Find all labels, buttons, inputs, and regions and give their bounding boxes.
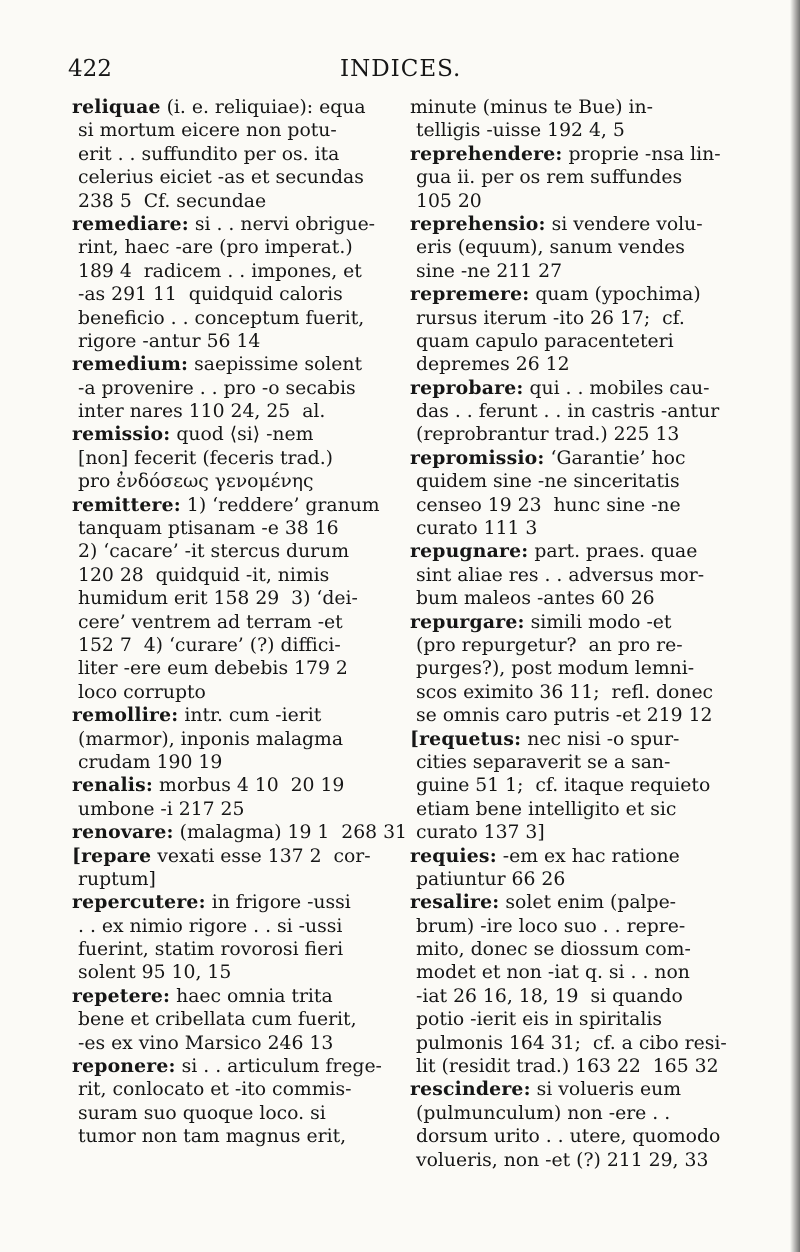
entry-text: 238 5 Cf. secundae (78, 190, 267, 212)
entry-text: potio -ierit eis in spiritalis (416, 1009, 662, 1031)
entry-text: liter -ere eum debebis 179 2 (78, 658, 348, 680)
entry-text: si mortum eicere non potu- (78, 120, 337, 142)
entry-continuation-line (72, 517, 392, 540)
entry-continuation-line (72, 915, 392, 938)
entry-first-line (72, 494, 392, 517)
entry-continuation-line (72, 236, 392, 259)
entry-text: sint aliae res . . adversus mor- (416, 564, 705, 586)
entry-text: -as 291 11 quidquid caloris (78, 284, 343, 306)
entry-text: erit . . suffundito per os. ita (78, 143, 340, 165)
entry-headword: [repare (72, 844, 152, 867)
entry-text: (marmor), inponis malagma (78, 728, 344, 750)
entry-continuation-line (410, 119, 730, 142)
entry-continuation-line (410, 868, 730, 891)
entry-continuation-line (410, 587, 730, 610)
entry-continuation-line (72, 587, 392, 610)
entry-continuation-line (72, 166, 392, 189)
entry-first-line (72, 1055, 392, 1078)
entry-continuation-line (410, 494, 730, 517)
entry-text: lit (residit trad.) 163 22 165 32 (416, 1056, 719, 1078)
entry-text: loco corrupto (78, 681, 206, 703)
page-header (68, 52, 724, 92)
entry-text: pulmonis 164 31; cf. a cibo resi- (416, 1032, 727, 1054)
entry-continuation-line (72, 751, 392, 774)
entry-continuation-line (72, 868, 392, 891)
entry-continuation-line (72, 470, 392, 493)
entry-text: brum) -ire loco suo . . repre- (416, 915, 686, 937)
entry-headword: repugnare: (410, 540, 529, 563)
entry-first-line (410, 891, 730, 914)
entry-continuation-line (72, 400, 392, 423)
entry-text: simili modo -et (524, 611, 672, 633)
entry-continuation-line (72, 447, 392, 470)
entry-continuation-line (410, 353, 730, 376)
entry-text: solet enim (palpe- (499, 892, 677, 914)
entry-text: inter nares 110 24, 25 al. (78, 401, 326, 423)
entry-headword: remollire: (72, 704, 179, 727)
entry-text: (pro repurgetur? an pro re- (416, 634, 683, 656)
entry-text: [non] fecerit (feceris trad.) (78, 447, 333, 469)
entry-text: celerius eiciet -as et secundas (78, 167, 364, 189)
index-entry (72, 423, 392, 493)
entry-continuation-line (72, 119, 392, 142)
entry-continuation-line (410, 260, 730, 283)
entry-text: quidem sine -ne sinceritatis (416, 471, 680, 493)
index-entry (72, 494, 392, 705)
entry-continuation-line (72, 1008, 392, 1031)
index-entry (410, 845, 730, 892)
entry-first-line (410, 540, 730, 563)
entry-continuation-line (72, 961, 392, 984)
entry-continuation-line (410, 751, 730, 774)
entry-headword: repremere: (410, 283, 530, 306)
entry-text: minute (minus te Bue) in- (410, 97, 653, 118)
entry-continuation-line (72, 143, 392, 166)
index-entry (410, 611, 730, 728)
entry-text: modet et non -iat q. si . . non (416, 962, 690, 984)
entry-continuation-line (72, 1125, 392, 1148)
index-entry (72, 96, 392, 213)
entry-continuation-line (410, 330, 730, 353)
entry-text: gua ii. per os rem suffundes (416, 167, 683, 189)
entry-headword: reprehendere: (410, 142, 563, 165)
entry-continuation-line (72, 190, 392, 213)
entry-text: 120 28 quidquid -it, nimis (78, 564, 330, 586)
entry-headword: remedium: (72, 353, 189, 376)
entry-text: etiam bene intelligito et sic (416, 798, 677, 820)
entry-text: vexati esse 137 2 cor- (151, 845, 371, 867)
entry-headword: resalire: (410, 891, 500, 914)
entry-continuation-line (72, 377, 392, 400)
entry-text: (malagma) 19 1 268 31 (173, 822, 407, 844)
entry-continuation-line (72, 1078, 392, 1101)
entry-text: si volueris eum (530, 1079, 682, 1101)
entry-first-line (410, 377, 730, 400)
entry-text: 105 20 (416, 190, 482, 212)
entry-continuation-line (410, 236, 730, 259)
entry-continuation-line (410, 938, 730, 961)
index-entry (410, 1078, 730, 1172)
entry-continuation-line (410, 821, 730, 844)
entry-headword: reprobare: (410, 376, 524, 399)
entry-text: solent 95 10, 15 (78, 962, 232, 984)
left-column (72, 96, 407, 1149)
entry-headword: rescindere: (410, 1078, 531, 1101)
running-head: INDICES. (340, 56, 462, 82)
entry-continuation-line (72, 1102, 392, 1125)
entry-headword: remediare: (72, 212, 189, 235)
entry-first-line (410, 213, 730, 236)
entry-text: guine 51 1; cf. itaque requieto (416, 775, 711, 797)
entry-continuation-line (410, 1125, 730, 1148)
entry-text: haec omnia trita (170, 985, 333, 1007)
entry-first-line (72, 96, 392, 119)
entry-continuation-line (410, 961, 730, 984)
entry-first-line (72, 774, 392, 797)
entry-text: intr. cum -ierit (178, 705, 322, 727)
entry-continuation-line (410, 915, 730, 938)
entry-continuation-line (410, 1055, 730, 1078)
entry-continuation-line (410, 681, 730, 704)
index-entry (72, 845, 392, 892)
entry-text: . . ex nimio rigore . . si -ussi (78, 915, 343, 937)
entry-continuation-line (72, 283, 392, 306)
entry-continuation-line (410, 657, 730, 680)
entry-text: ‘Garantie’ hoc (544, 447, 686, 469)
entry-text: scos eximito 36 11; refl. donec (416, 681, 714, 703)
entry-text: -es ex vino Marsico 246 13 (78, 1032, 334, 1054)
index-entry (410, 96, 730, 143)
entry-first-line (72, 423, 392, 446)
index-entry (72, 774, 392, 821)
entry-continuation-line (410, 400, 730, 423)
index-entry (72, 821, 407, 844)
entry-headword: [requetus: (410, 727, 522, 750)
entry-continuation-line (72, 260, 392, 283)
entry-first-line (410, 283, 730, 306)
entry-text: humidum erit 158 29 3) ‘dei- (78, 588, 358, 610)
page-number: 422 (68, 56, 112, 82)
index-entry (410, 143, 730, 213)
entry-continuation-line (72, 611, 392, 634)
entry-text: (pulmunculum) non -ere . . (416, 1102, 671, 1124)
entry-first-line (410, 845, 730, 868)
entry-continuation-line (72, 657, 392, 680)
entry-text: si vendere volu- (545, 213, 703, 235)
entry-headword: remissio: (72, 423, 171, 446)
index-entry (410, 728, 730, 845)
entry-continuation-line (410, 470, 730, 493)
entry-continuation-line (410, 1102, 730, 1125)
entry-first-line (72, 353, 392, 376)
entry-continuation-line (72, 540, 392, 563)
entry-text: (i. e. reliquiae): equa (160, 97, 366, 118)
entry-text: -iat 26 16, 18, 19 si quando (416, 985, 683, 1007)
entry-text: quam (ypochima) (529, 284, 701, 306)
entry-headword: remittere: (72, 493, 181, 516)
entry-text: censeo 19 23 hunc sine -ne (416, 494, 681, 516)
entry-first-line (410, 728, 730, 751)
entry-text: nec nisi -o spur- (521, 728, 680, 750)
entry-continuation-line (72, 307, 392, 330)
entry-first-line (72, 845, 392, 868)
entry-first-line (410, 447, 730, 470)
entry-text: patiuntur 66 26 (416, 868, 566, 890)
entry-headword: repurgare: (410, 610, 525, 633)
entry-text: -a provenire . . pro -o secabis (78, 377, 356, 399)
entry-headword: reliquae (72, 96, 161, 118)
entry-text: qui . . mobiles cau- (523, 377, 710, 399)
entry-text: fuerint, statim rovorosi fieri (78, 939, 344, 961)
entry-text: mito, donec se diossum com- (416, 939, 691, 961)
entry-headword: requies: (410, 844, 497, 867)
entry-text: dorsum urito . . utere, quomodo (416, 1126, 721, 1148)
entry-text: (reprobrantur trad.) 225 13 (416, 424, 680, 446)
entry-first-line (410, 143, 730, 166)
index-entry (72, 985, 392, 1055)
entry-text: proprie -nsa lin- (562, 143, 721, 165)
entry-continuation-line (72, 330, 392, 353)
entry-text: in frigore -ussi (205, 892, 351, 914)
entry-first-line (72, 704, 392, 727)
index-entry (410, 891, 730, 1078)
entry-continuation-line (72, 938, 392, 961)
entry-text: 2) ‘cacare’ -it stercus durum (78, 541, 350, 563)
entry-text: rit, conlocato et -ito commis- (78, 1079, 352, 1101)
entry-headword: renalis: (72, 774, 154, 797)
entry-headword: repercutere: (72, 891, 206, 914)
entry-continuation-line (410, 1149, 730, 1172)
entry-continuation-line (410, 564, 730, 587)
entry-continuation-line (72, 564, 392, 587)
entry-continuation-line (410, 634, 730, 657)
entry-first-line (410, 611, 730, 634)
entry-continuation-line (410, 704, 730, 727)
index-entry (72, 891, 392, 985)
entry-continuation-line (72, 1032, 392, 1055)
entry-text: suram suo quoque loco. si (78, 1102, 326, 1124)
entry-text: beneficio . . conceptum fuerit, (78, 307, 365, 329)
entry-text: pro ἐνδόσεως γενομένης (78, 471, 314, 493)
entry-text: curato 137 3] (416, 822, 545, 844)
entry-continuation-line (410, 1008, 730, 1031)
entry-text: quam capulo paracenteteri (416, 330, 674, 352)
entry-continuation-line (72, 798, 392, 821)
right-column (410, 96, 730, 1172)
entry-first-line (72, 213, 392, 236)
entry-text: morbus 4 10 20 19 (153, 775, 345, 797)
entry-text: 1) ‘reddere’ granum (180, 494, 380, 516)
entry-text: purges?), post modum lemni- (416, 658, 695, 680)
entry-headword: reponere: (72, 1055, 176, 1078)
entry-headword: repetere: (72, 984, 171, 1007)
entry-first-line (72, 985, 392, 1008)
entry-text: telligis -uisse 192 4, 5 (416, 120, 625, 142)
entry-text: si . . nervi obrigue- (188, 213, 376, 235)
entry-text: cities separaverit se a san- (416, 751, 671, 773)
index-entry (72, 704, 392, 774)
entry-continuation-line (410, 307, 730, 330)
entry-text: si . . articulum frege- (175, 1056, 382, 1078)
index-entry (410, 283, 730, 377)
entry-text: sine -ne 211 27 (416, 260, 563, 282)
entry-text: tumor non tam magnus erit, (78, 1126, 347, 1148)
entry-continuation-line (410, 985, 730, 1008)
entry-text: depremes 26 12 (416, 354, 570, 376)
entry-continuation-line (410, 774, 730, 797)
entry-headword: repromissio: (410, 446, 545, 469)
entry-first-line (72, 821, 407, 844)
entry-first-line (72, 891, 392, 914)
entry-text: curato 111 3 (416, 518, 538, 540)
entry-continuation-line (410, 517, 730, 540)
entry-text: ruptum] (78, 868, 156, 890)
entry-text: part. praes. quae (528, 541, 698, 563)
entry-text: rursus iterum -ito 26 17; cf. (416, 307, 685, 329)
entry-text: rint, haec -are (pro imperat.) (78, 237, 353, 259)
entry-text: umbone -i 217 25 (78, 798, 245, 820)
entry-first-line (410, 1078, 730, 1101)
index-entry (72, 213, 392, 353)
index-entry (72, 1055, 392, 1149)
entry-continuation-line (72, 634, 392, 657)
entry-continuation-line (72, 728, 392, 751)
entry-text: cere’ ventrem ad terram -et (78, 611, 343, 633)
entry-text: quod ⟨si⟩ -nem (170, 424, 314, 446)
index-entry (410, 447, 730, 541)
index-entry (410, 540, 730, 610)
entry-text: -em ex hac ratione (496, 845, 680, 867)
entry-text: 189 4 radicem . . impones, et (78, 260, 362, 282)
entry-text: tanquam ptisanam -e 38 16 (78, 518, 339, 540)
page-edge-shadow (790, 0, 800, 1252)
entry-text: eris (equum), sanum vendes (416, 237, 685, 259)
entry-continuation-line (410, 1032, 730, 1055)
entry-text: 152 7 4) ‘curare’ (?) diffici- (78, 634, 341, 656)
entry-continuation-line (410, 190, 730, 213)
entry-text: bene et cribellata cum fuerit, (78, 1009, 357, 1031)
entry-continuation-line (410, 423, 730, 446)
index-entry (410, 377, 730, 447)
entry-text: volueris, non -et (?) 211 29, 33 (416, 1149, 709, 1171)
entry-continuation-line (410, 166, 730, 189)
entry-headword: reprehensio: (410, 212, 546, 235)
entry-text: se omnis caro putris -et 219 12 (416, 705, 713, 727)
index-entry (410, 213, 730, 283)
entry-text: rigore -antur 56 14 (78, 330, 261, 352)
index-entry (72, 353, 392, 423)
entry-text: saepissime solent (188, 354, 363, 376)
entry-first-line (410, 96, 730, 119)
entry-continuation-line (410, 798, 730, 821)
entry-text: das . . ferunt . . in castris -antur (416, 401, 720, 423)
entry-continuation-line (72, 681, 392, 704)
entry-headword: renovare: (72, 821, 174, 844)
entry-text: bum maleos -antes 60 26 (416, 588, 655, 610)
entry-text: crudam 190 19 (78, 751, 223, 773)
